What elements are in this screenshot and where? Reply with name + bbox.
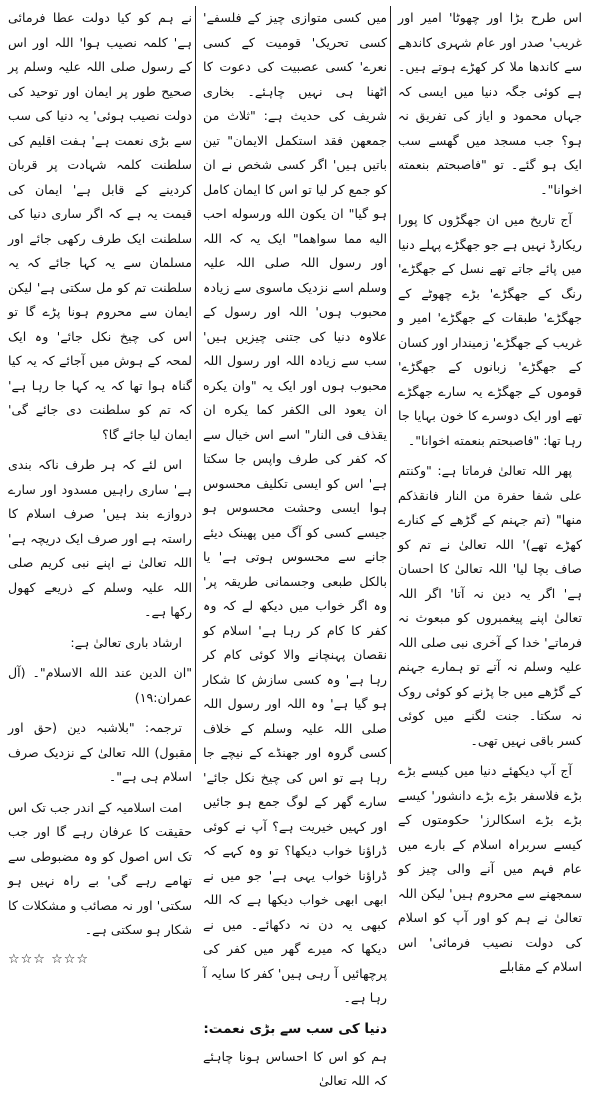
star-separator: ☆☆☆ ☆☆☆ [8, 951, 90, 967]
column-left [8, 6, 192, 967]
paragraph: آج آپ دیکھئے دنیا میں کیسے بڑے بڑے فلاسفر بڑے بڑے دانشور' کیسے بڑے بڑے اسکالرز' حکومتوں کے کیسے سربراہ اسلام کے بارے میں عام فہم میں آنے والی چیز کو سمجھنے سے محروم ہیں' لیکن اللہ تعالیٰ نے ہم کو اور آپ کو اسلام کی دولت نصیب فرمائی' اس اسلام کے مقابلے [398, 763, 582, 974]
paragraph: ارشاد باری تعالیٰ ہے: [70, 634, 182, 650]
quran-verse: "ان الدین عند الله الاسلام"۔ (آل عمران:۱۹) [8, 665, 192, 705]
column-right [398, 6, 582, 974]
page [6, 6, 584, 1088]
translation: ترجمہ: "بلاشبہ دین (حق اور مقبول) اللہ تعالیٰ کے نزدیک صرف اسلام ہی ہے"۔ [8, 720, 192, 784]
paragraph: پھر اللہ تعالیٰ فرماتا ہے: "وکنتم علی شفا حفرة من النار فانقذکم منها" (تم جہنم کے گڑھے کے کنارے کھڑے تھے)' اللہ تعالیٰ نے تم کو صاف بچا لیا' اللہ تعالیٰ کا احسان ہے' اگر یہ دین نہ آتا' اگر اللہ تعالیٰ اپنے پیغمبروں کو مبعوث نہ فرماتے' خدا کے آخری نبی صلی اللہ علیہ وسلم نہ آتے تو ہمارے جہنم کے گڑھے میں جا پڑنے کو کوئی روک نہ سکتا۔ جنت لگنے میں کوئی کسر باقی نہیں تھی۔ [398, 463, 582, 748]
paragraph: نے ہم کو کیا دولت عطا فرمائی ہے' کلمہ نصیب ہوا' اللہ اور اس کے رسول صلی اللہ علیہ وسلم پر صحیح طور پر ایمان اور توحید کی دولت نصیب ہوئی' یہ دنیا کی سب سے بڑی نعمت ہے' ہفت اقلیم کی سلطنت کلمہ شہادت پر قربان کردینے کے قابل ہے' ایمان کی قیمت یہ ہے کہ اگر ساری دنیا کی سلطنت ایک طرف رکھی جائے اور مسلمان سے یہ کہا جائے کہ یہ سلطنت تم کو مل سکتی ہے' لیکن ایمان سے محروم ہونا پڑے گا تو اس کی چیخ نکل جائے' وہ ایک لمحہ کے ہوش میں آجائے کہ یہ کیا گناہ ہوا تھا کہ یہ کہا جا رہا ہے' کہ تم کو سلطنت دی جائے گی' ایمان لیا جائے گا؟ [8, 10, 192, 442]
paragraph: آج تاریخ میں ان جھگڑوں کا پورا ریکارڈ نہیں ہے جو جھگڑے پہلے دنیا میں پائے جاتے تھے نسل کے جھگڑے' رنگ کے جھگڑے' بڑے چھوٹے کے جھگڑے' طبقات کے جھگڑے' امیر و غریب کے جھگڑے' زمیندار اور کسان کے جھگڑے' زبانوں کے جھگڑے' قوموں کے جھگڑے یہ سارے جھگڑے تھے اور ایک دوسرے کا خون بہایا جا رہا تھا: "فاصبحتم بنعمته اخوانا"۔ [398, 212, 582, 448]
paragraph: ہم کو اس کا احساس ہونا چاہئے کہ اللہ تعالیٰ [203, 1048, 387, 1088]
paragraph: میں کسی متوازی چیز کے فلسفے' کسی تحریک' قومیت کے کسی نعرے' کسی عصبیت کی دعوت کا اٹھنا ہی نہیں چاہئے۔ بخاری شریف کی حدیث ہے: "ثلاث من جمعهن فقد استکمل الایمان" تین باتیں ہیں' اگر کسی شخص نے ان کو جمع کر لیا تو اس کا ایمان کامل ہو گیا" ان یکون الله ورسوله احب الیه مما سواهما" ایک یہ کہ اللہ اور رسول اللہ صلی اللہ علیہ وسلم اسے نزدیک ماسوی سے زیادہ محبوب ہوں' اللہ اور رسول کے علاوہ دنیا کی جتنی چیزیں ہیں' سب سے زیادہ اللہ اور رسول اللہ محبوب ہوں اور ایک یہ "وان یکره ان یعود الی الکفر کما یکره ان یقذف فی النار" اسے اس خیال سے کہ کفر کی طرف واپس جا سکتا ہے' اس کو ایسی تکلیف محسوس ہوا ایسی وحشت محسوس ہو جیسے کسی کو آگ میں پھینک دیئے جانے سے محسوس ہوتی ہے' یا بالکل طبعی وجسمانی طریقہ پر' وہ اگر خواب میں دیکھ لے کہ وہ کفر کا کام کر رہا ہے' اسلام کو نقصان پہنچانے والا کوئی کام کر رہا ہے' وہ کسی سازش کا شکار ہو گیا ہے' وہ اللہ اور رسول اللہ صلی اللہ علیہ وسلم کے خلاف کسی گروہ اور جھنڈے کے نیچے جا رہا ہے تو اس کی چیخ نکل جائے' سارے گھر کے لوگ جمع ہو جائیں اور کہیں خیریت ہے؟ آپ نے کوئی ڈراؤنا خواب دیکھا؟ تو وہ کہے کہ ڈراؤنا خواب یہی ہے' جو میں نے ابھی ابھی خواب دیکھا ہے کہ اللہ کبھی یہ دن نہ دکھائے۔ میں نے دیکھا کہ میرے گھر میں کفر کی پرچھائیں آ رہی ہیں' کفر کا سایہ آ رہا ہے۔ [203, 10, 387, 1005]
column-divider [390, 6, 391, 764]
section-heading: دنیا کی سب سے بڑی نعمت: [203, 1020, 387, 1037]
paragraph: اس طرح بڑا اور چھوٹا' امیر اور غریب' صدر اور عام شہری کاندھے سے کاندھا ملا کر کھڑے ہوتے ہیں۔ ہے کوئی جگہ دنیا میں ایسی کہ جہاں محمود و ایاز کی تفریق نہ ہو؟ جب مسجد میں گھسے سب ایک ہو گئے۔ تو "فاصبحتم بنعمته اخوانا"۔ [398, 10, 582, 197]
paragraph: امت اسلامیہ کے اندر جب تک اس حقیقت کا عرفان رہے گا اور جب تک اس اصول کو وہ مضبوطی سے تھامے رہے گی' بے راہ نہیں ہو سکتی' اور نہ مصائب و مشکلات کا شکار ہو سکتی ہے۔ [8, 799, 192, 937]
column-divider [195, 6, 196, 764]
column-middle [203, 6, 387, 1088]
paragraph: اس لئے کہ ہر طرف ناکہ بندی ہے' ساری راہیں مسدود اور سارے دروازے بند ہیں' صرف اسلام کا راستہ ہے اور صرف ایک دریچہ ہے' اللہ تعالیٰ نے اپنے نبی کریم صلی اللہ علیہ وسلم کے ذریعے کھول رکھا ہے۔ [8, 457, 192, 619]
